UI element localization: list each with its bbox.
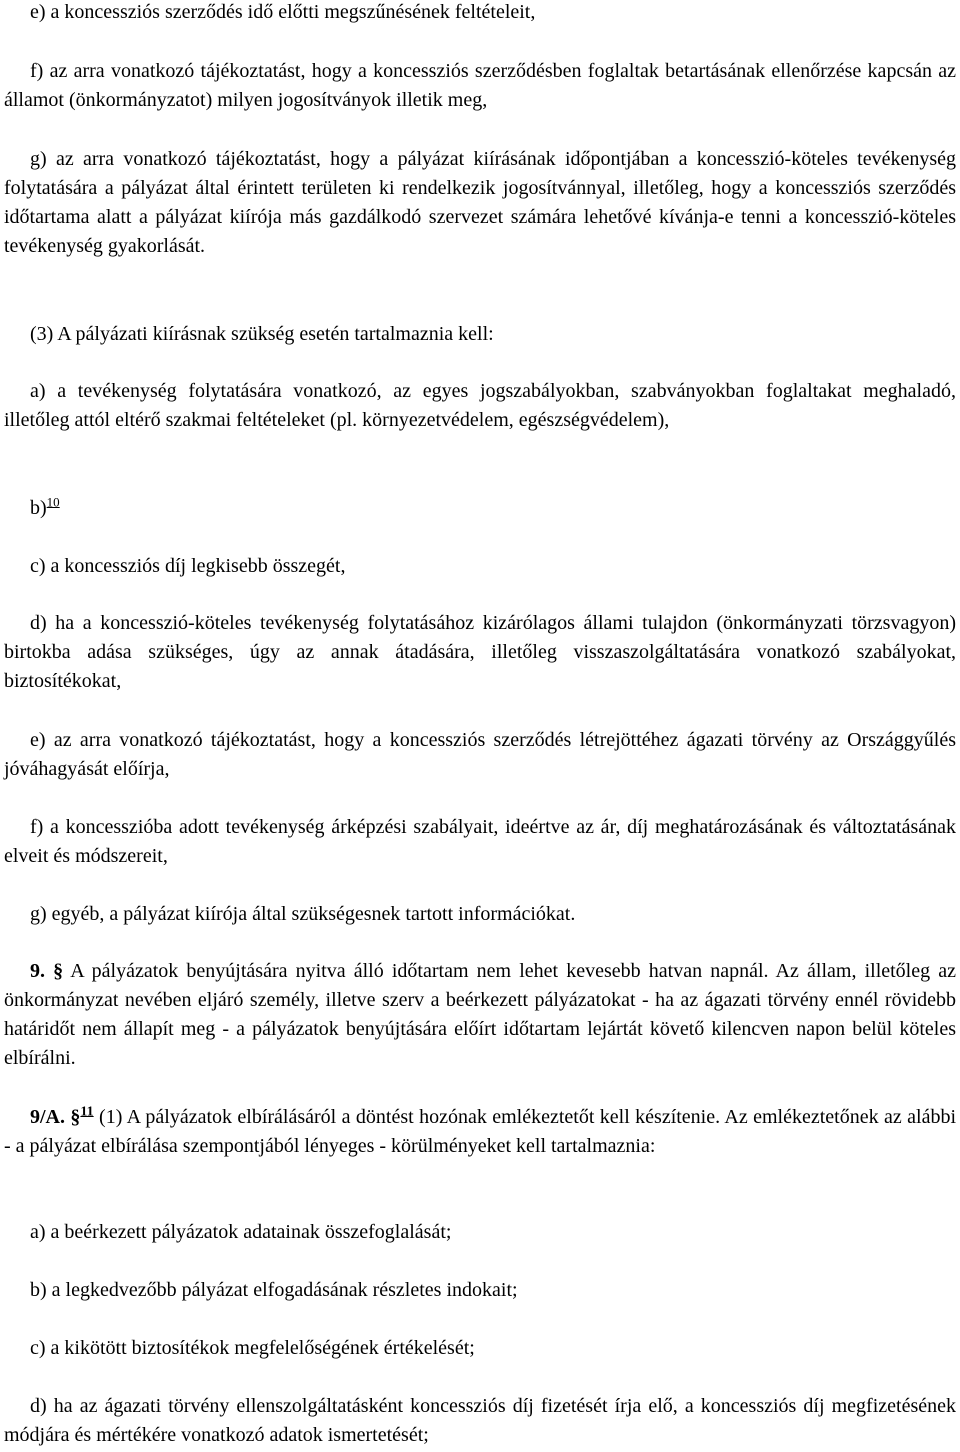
footnote-ref-10[interactable]: 10 bbox=[46, 494, 60, 510]
section-9-paragraph bbox=[4, 957, 956, 1073]
section-symbol: § bbox=[53, 960, 64, 982]
paragraph-e-contract-termination: e) a koncessziós szerződés idő előtti megszűnésének feltételeit, bbox=[30, 1, 536, 23]
section-3-item-g: g) egyéb, a pályázat kiírója által szükségesnek tartott információkat. bbox=[30, 903, 576, 925]
section-9-number: 9. bbox=[30, 960, 45, 982]
section-symbol: § bbox=[70, 1106, 81, 1128]
section-3-item-c: c) a koncessziós díj legkisebb összegét, bbox=[30, 555, 346, 577]
section-9a-item-a: a) a beérkezett pályázatok adatainak összefoglalását; bbox=[30, 1221, 452, 1243]
section-9a-item-d: d) ha az ágazati törvény ellenszolgáltatásként koncessziós díj fizetését írja elő, a koncessziós díj megfizetésének módjára és mértékére vonatkozó adatok ismertetését; bbox=[4, 1395, 956, 1446]
section-9a-item-b: b) a legkedvezőbb pályázat elfogadásának részletes indokait; bbox=[30, 1279, 518, 1301]
paragraph-f-state-rights: f) az arra vonatkozó tájékoztatást, hogy a koncessziós szerződésben foglaltak betartásának ellenőrzése kapcsán az államot (önkormányzatot) milyen jogosítványok illetik meg, bbox=[4, 60, 956, 111]
section-3-item-b bbox=[4, 494, 956, 523]
section-3-item-f: f) a koncesszióba adott tevékenység árképzési szabályait, ideértve az ár, díj meghatározásának és változtatásának elveit és módszereit, bbox=[4, 816, 956, 867]
section-9a-item-c: c) a kikötött biztosítékok megfelelőségének értékelését; bbox=[30, 1337, 475, 1359]
footnote-ref-11[interactable]: 11 bbox=[80, 1104, 94, 1120]
item-b-label: b) bbox=[30, 497, 47, 519]
section-3-item-a: a) a tevékenység folytatására vonatkozó, az egyes jogszabályokban, szabványokban foglaltakat meghaladó, illetőleg attól eltérő szakmai feltételeket (pl. környezetvédelem, egészségvédelem), bbox=[4, 380, 956, 431]
section-9a-number: 9/A. bbox=[30, 1106, 65, 1128]
section-9-text: A pályázatok benyújtására nyitva álló időtartam nem lehet kevesebb hatvan napnál. Az állam, illetőleg az önkormányzat nevében eljáró személy, illetve szerv a beérkezett pályázatokat - ha az ágazati törvény ennél rövidebb határidőt nem állapít meg - a pályázatok benyújtására előírt időtartam lejártát követő kilencven napon belül köteles elbírálni. bbox=[4, 960, 957, 1069]
section-9a-paragraph bbox=[4, 1103, 956, 1161]
section-3-item-e: e) az arra vonatkozó tájékoztatást, hogy a koncessziós szerződés létrejöttéhez ágazati törvény az Országgyűlés jóváhagyását előírja, bbox=[4, 729, 956, 780]
section-3-item-d: d) ha a koncesszió-köteles tevékenység folytatásához kizárólagos állami tulajdon (önkormányzati törzsvagyon) birtokba adása szükséges, úgy az annak átadására, illetőleg visszaszolgáltatására vonatkozó szabályokat, biztosítékokat, bbox=[4, 612, 956, 692]
section-9a-text: (1) A pályázatok elbírálásáról a döntést hozónak emlékeztetőt kell készítenie. Az emlékeztetőnek az alábbi - a pályázat elbírálása szempontjából lényeges - körülményeket kell tartalmaznia: bbox=[4, 1106, 957, 1157]
paragraph-g-license-info: g) az arra vonatkozó tájékoztatást, hogy a pályázat kiírásának időpontjában a koncesszió-köteles tevékenység folytatására a pályázat által érintett területen ki rendelkezik jogosítvánnyal, illetőleg, hogy a koncessziós szerződés időtartama alatt a pályázat kiírója más gazdálkodó szervezet számára lehetővé kívánja-e tenni a koncesszió-köteles tevékenység gyakorlását. bbox=[4, 148, 956, 257]
section-3-heading: (3) A pályázati kiírásnak szükség esetén tartalmaznia kell: bbox=[30, 323, 494, 345]
